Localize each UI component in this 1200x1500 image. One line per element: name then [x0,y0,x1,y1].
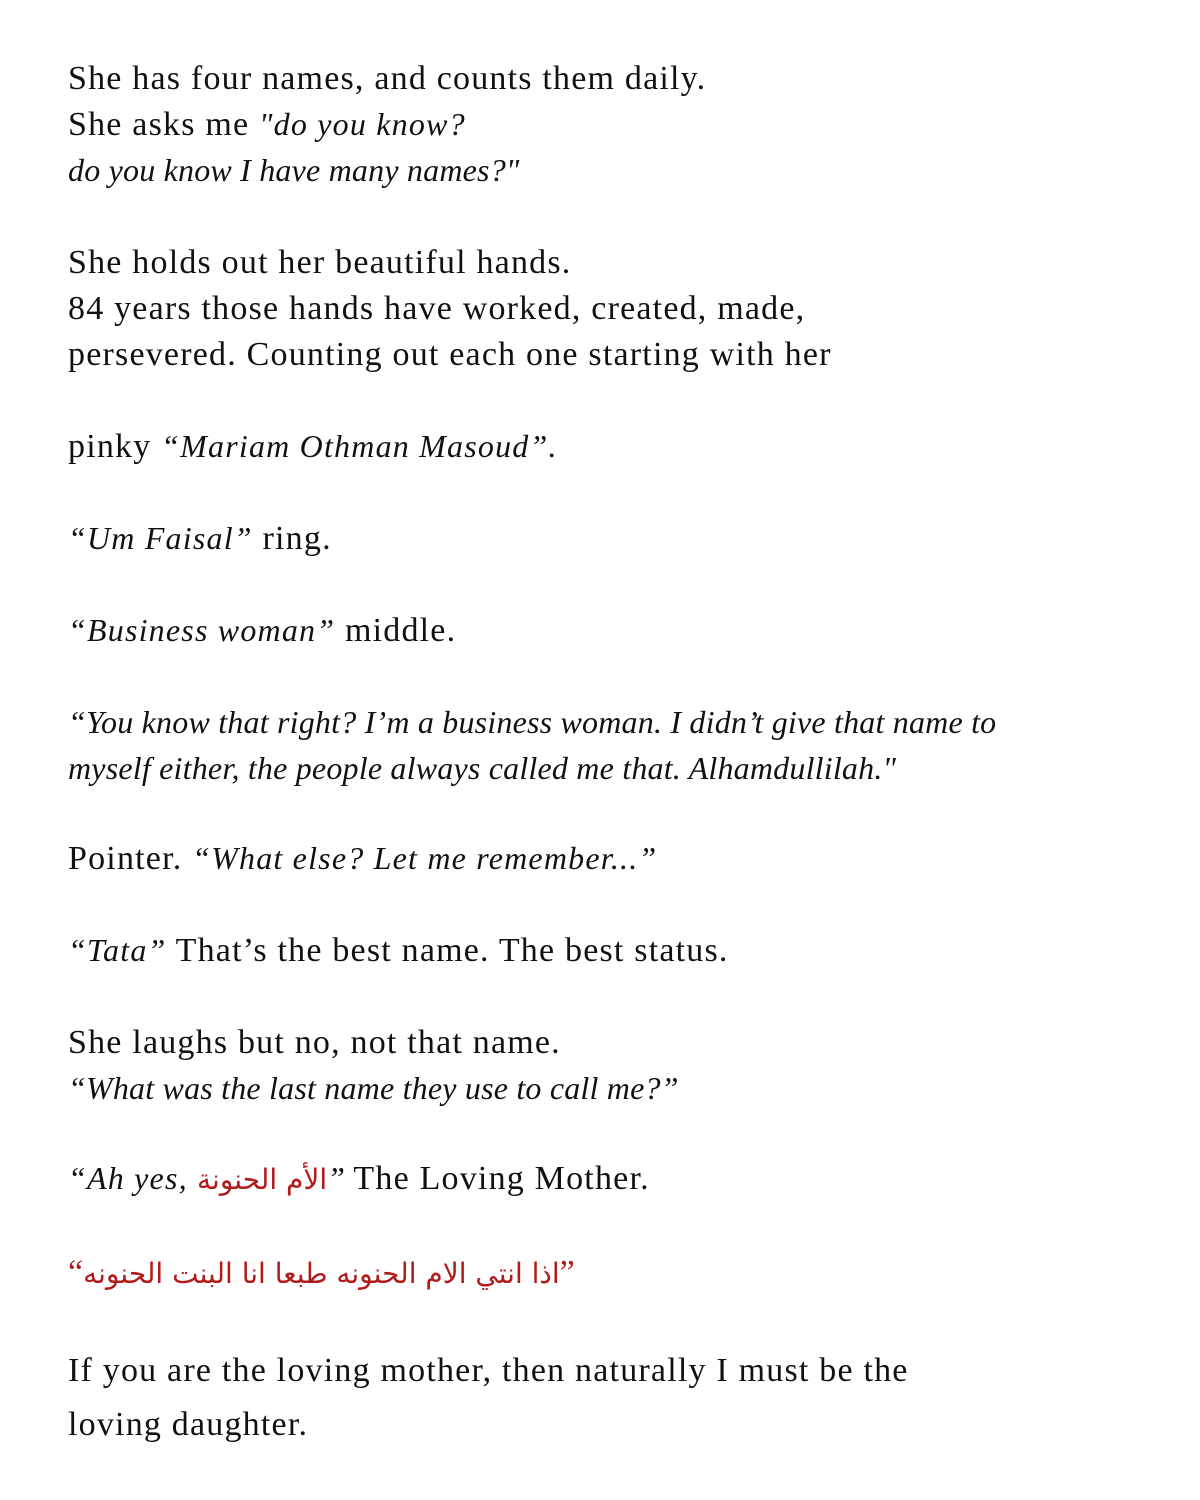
stanza2-line3-text: persevered. Counting out each one starting with her [68,336,832,373]
ah-yes-italic: “Ah yes, [68,1160,198,1196]
laughs-line2 [68,1072,679,1104]
pointer-italic: “What else? Let me remember...” [192,840,658,876]
laughs-line2-italic: “What was the last name they use to call me?” [68,1070,679,1106]
stanza2-line2-text: 84 years those hands have worked, created, made, [68,290,806,327]
pointer-line [68,842,657,876]
closing-line1-text: If you are the loving mother, then naturally I must be the [68,1352,909,1389]
ring-italic: “Um Faisal” [68,520,253,556]
pinky-plain: pinky [68,428,162,465]
tata-plain: That’s the best name. The best status. [166,932,729,969]
tata-line [68,934,729,968]
arabic-quote-text: اذا انتي الام الحنونه طبعا انا البنت الحنونه [83,1257,560,1290]
stanza2-line3 [68,338,832,372]
closing-line2 [68,1408,308,1442]
pinky-italic: “Mariam Othman Masoud”. [161,428,558,464]
stanza2-line1-text: She holds out her beautiful hands. [68,244,572,281]
pinky-line [68,430,558,464]
ah-yes-plain: The Loving Mother. [344,1160,650,1197]
business-quote-line1-text: “You know that right? I’m a business woman. I didn’t give that name to [68,704,997,740]
stanza1-line3-italic: do you know I have many names?" [68,152,520,188]
stanza1-line2-plain: She asks me [68,106,259,143]
arabic-loving-mother: الأم الحنونة [197,1163,328,1196]
stanza2-line1 [68,246,572,280]
stanza1-line2-italic: "do you know? [259,106,466,142]
stanza1-line2 [68,108,466,142]
laughs-line1-text: She laughs but no, not that name. [68,1024,561,1061]
ring-plain: ring. [252,520,332,557]
business-quote-line1 [68,706,996,738]
ah-yes-line [68,1162,650,1196]
middle-italic: “Business woman” [68,612,336,648]
middle-plain: middle. [335,612,457,649]
stanza1-line1 [68,62,706,96]
stanza1-line1-text: She has four names, and counts them daily. [68,60,707,97]
arabic-quote-open: “ [68,1254,84,1291]
arabic-quote-close: ” [559,1254,575,1291]
stanza2-line2 [68,292,805,326]
stanza1-line3 [68,154,520,186]
laughs-line1 [68,1026,561,1060]
middle-line [68,614,456,648]
business-quote-line2-text: myself either, the people always called me that. Alhamdullilah." [68,750,897,786]
closing-line2-text: loving daughter. [68,1406,309,1443]
closing-line1 [68,1354,909,1388]
pointer-plain: Pointer. [68,840,193,877]
ah-yes-close-quote: ” [327,1160,345,1196]
business-quote-line2 [68,752,896,784]
arabic-quote-line [68,1256,575,1290]
tata-italic: “Tata” [68,932,167,968]
ring-line [68,522,332,556]
